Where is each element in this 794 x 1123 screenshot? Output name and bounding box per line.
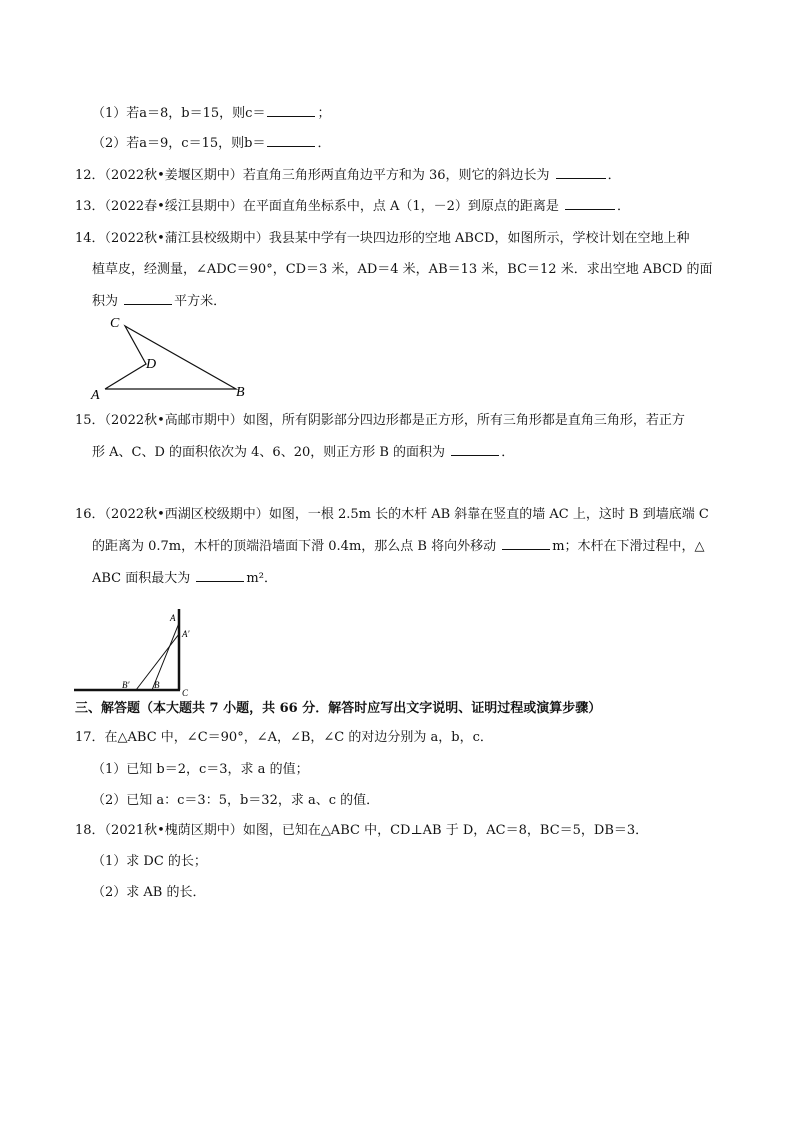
label-d: D bbox=[146, 357, 157, 372]
question-17-part1: （1）已知 b＝2，c＝3，求 a 的值； bbox=[92, 762, 309, 777]
question-17-part2: （2）已知 a：c＝3：5，b＝32，求 a、c 的值． bbox=[92, 793, 380, 808]
question-12: 12．（2022秋•姜堰区期中）若直角三角形两直角边平方和为 36，则它的斜边长为 ． bbox=[75, 168, 621, 183]
label-b: B bbox=[236, 385, 245, 400]
section-3-heading: 三、解答题（本大题共 7 小题，共 66 分．解答时应写出文字说明、证明过程或演算步骤） bbox=[75, 701, 602, 716]
answer-blank bbox=[267, 134, 315, 147]
question-18-part2: （2）求 AB 的长． bbox=[92, 885, 206, 900]
question-16-line3: ABC 面积最大为 m²． bbox=[92, 571, 277, 586]
label-a: A bbox=[170, 613, 176, 623]
question-16-line2: 的距离为 0.7m，木杆的顶端沿墙面下滑 0.4m，那么点 B 将向外移动 m；木杆在下滑过程中，△ bbox=[92, 539, 705, 554]
question-13: 13．（2022春•绥江县期中）在平面直角坐标系中，点 A（1，－2）到原点的距离是 ． bbox=[75, 199, 631, 214]
label-a: A bbox=[91, 388, 100, 403]
label-b: B bbox=[154, 680, 160, 690]
question-14-line2: 植草皮，经测量，∠ADC＝90°，CD＝3 米，AD＝4 米，AB＝13 米，BC＝12 米．求出空地 ABCD 的面 bbox=[92, 262, 713, 277]
question-17-line1: 17．在△ABC 中，∠C＝90°，∠A，∠B，∠C 的对边分别为 a，b，c． bbox=[75, 730, 493, 745]
question-15-line1: 15．（2022秋•高邮市期中）如图，所有阴影部分四边形都是正方形，所有三角形都是直角三角形，若正方 bbox=[75, 413, 685, 428]
question-16-line1: 16．（2022秋•西湖区校级期中）如图，一根 2.5m 长的木杆 AB 斜靠在竖直的墙 AC 上，这时 B 到墙底端 C bbox=[75, 507, 709, 522]
answer-blank bbox=[451, 443, 499, 456]
label-b-prime: B′ bbox=[122, 680, 130, 690]
ladder-wall-figure bbox=[72, 605, 192, 697]
answer-blank bbox=[196, 569, 244, 582]
question-15-line2: 形 A、C、D 的面积依次为 4、6、20，则正方形 B 的面积为 ． bbox=[92, 445, 515, 460]
label-a-prime: A′ bbox=[182, 629, 190, 639]
question-14-line3: 积为 平方米． bbox=[92, 294, 227, 309]
q11-part1: （1）若a＝8，b＝15，则c＝ ； bbox=[92, 106, 331, 121]
label-c: C bbox=[110, 316, 120, 331]
question-14-line1: 14．（2022秋•蒲江县校级期中）我县某中学有一块四边形的空地 ABCD，如图所示，学校计划在空地上种 bbox=[75, 231, 690, 246]
quadrilateral-abcd-figure bbox=[86, 312, 266, 404]
question-18-part1: （1）求 DC 的长； bbox=[92, 854, 207, 869]
label-c: C bbox=[182, 688, 189, 698]
figure-edges bbox=[105, 326, 236, 389]
q11-part2: （2）若a＝9，c＝15，则b＝ ． bbox=[92, 136, 331, 151]
answer-blank bbox=[556, 166, 606, 179]
answer-blank bbox=[565, 197, 615, 210]
answer-blank bbox=[267, 104, 315, 117]
question-18-line1: 18．（2021秋•槐荫区期中）如图，已知在△ABC 中，CD⊥AB 于 D，AC＝8，BC＝5，DB＝3． bbox=[75, 823, 649, 838]
answer-blank bbox=[124, 292, 172, 305]
answer-blank bbox=[502, 537, 550, 550]
